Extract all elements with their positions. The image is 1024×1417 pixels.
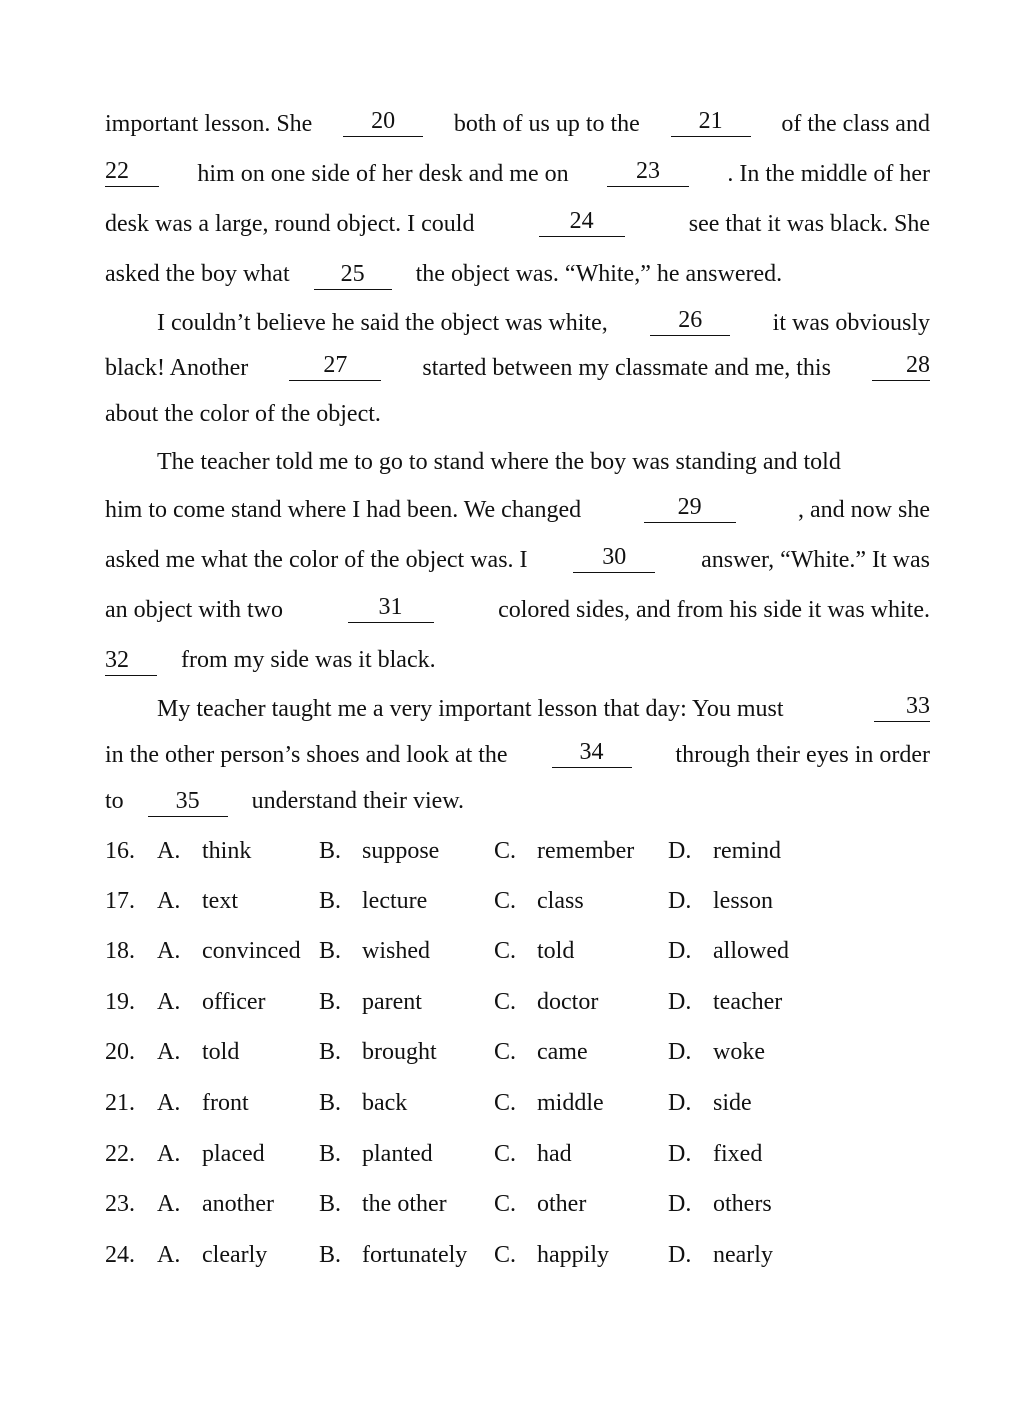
question-item — [105, 883, 930, 919]
passage-line — [105, 542, 930, 578]
option-letter-c: C. — [494, 1242, 517, 1268]
option-b: wished — [362, 938, 430, 964]
passage-text: important lesson. She — [105, 111, 313, 137]
blank-26: 26 — [650, 305, 730, 336]
blank-24: 24 — [539, 206, 625, 237]
passage-text: desk was a large, round object. I could — [105, 211, 475, 237]
passage-text: I couldn’t believe he said the object was white, — [157, 310, 608, 336]
passage-text: an object with two — [105, 597, 283, 623]
option-letter-a: A. — [157, 1090, 181, 1116]
option-letter-c: C. — [494, 888, 517, 914]
blank-34: 34 — [552, 737, 632, 768]
option-letter-b: B. — [319, 1242, 342, 1268]
question-number: 16. — [105, 838, 135, 864]
option-a: another — [202, 1191, 274, 1217]
option-d: lesson — [713, 888, 773, 914]
option-c: told — [537, 938, 575, 964]
option-c: class — [537, 888, 584, 914]
question-item — [105, 1136, 930, 1172]
option-letter-a: A. — [157, 938, 181, 964]
option-letter-c: C. — [494, 1090, 517, 1116]
question-number: 22. — [105, 1141, 135, 1167]
question-item — [105, 1034, 930, 1070]
question-number: 24. — [105, 1242, 135, 1268]
option-c: other — [537, 1191, 587, 1217]
option-letter-b: B. — [319, 1191, 342, 1217]
option-letter-a: A. — [157, 838, 181, 864]
option-letter-c: C. — [494, 1039, 517, 1065]
question-number: 19. — [105, 989, 135, 1015]
passage-text: to — [105, 788, 124, 814]
option-letter-a: A. — [157, 1242, 181, 1268]
option-letter-c: C. — [494, 1141, 517, 1167]
question-item — [105, 984, 930, 1020]
option-d: side — [713, 1090, 752, 1116]
option-letter-d: D. — [668, 1141, 692, 1167]
passage-line — [105, 256, 930, 292]
passage-text: both of us up to the — [453, 111, 640, 137]
option-letter-d: D. — [668, 938, 692, 964]
option-b: planted — [362, 1141, 433, 1167]
option-letter-b: B. — [319, 888, 342, 914]
option-a: told — [202, 1039, 240, 1065]
option-a: placed — [202, 1141, 265, 1167]
option-letter-c: C. — [494, 989, 517, 1015]
passage-text: about the color of the object. — [105, 401, 381, 427]
blank-28: 28 — [872, 350, 930, 381]
question-number: 17. — [105, 888, 135, 914]
option-letter-c: C. — [494, 938, 517, 964]
blank-22: 22 — [105, 156, 159, 187]
question-number: 18. — [105, 938, 135, 964]
option-a: text — [202, 888, 238, 914]
option-d: others — [713, 1191, 772, 1217]
passage-line — [105, 642, 930, 678]
option-a: convinced — [202, 938, 301, 964]
option-d: teacher — [713, 989, 783, 1015]
passage-line — [105, 206, 930, 242]
option-letter-b: B. — [319, 1090, 342, 1116]
blank-20: 20 — [343, 106, 423, 137]
option-letter-c: C. — [494, 838, 517, 864]
passage-text: through their eyes in order — [675, 742, 930, 768]
option-d: nearly — [713, 1242, 773, 1268]
question-item — [105, 1186, 930, 1222]
option-letter-a: A. — [157, 1141, 181, 1167]
option-b: parent — [362, 989, 422, 1015]
blank-29: 29 — [644, 492, 736, 523]
question-number: 20. — [105, 1039, 135, 1065]
option-letter-d: D. — [668, 1242, 692, 1268]
option-a: officer — [202, 989, 266, 1015]
question-item — [105, 1237, 930, 1273]
passage-text: black! Another — [105, 355, 249, 381]
passage-line — [105, 106, 930, 142]
option-letter-b: B. — [319, 1141, 342, 1167]
option-letter-a: A. — [157, 1039, 181, 1065]
option-d: remind — [713, 838, 781, 864]
passage-text: started between my classmate and me, this — [422, 355, 831, 381]
passage-line — [105, 350, 930, 386]
blank-31: 31 — [348, 592, 434, 623]
option-c: happily — [537, 1242, 609, 1268]
passage-text: from my side was it black. — [181, 647, 436, 673]
option-b: fortunately — [362, 1242, 468, 1268]
option-letter-b: B. — [319, 838, 342, 864]
passage-line — [157, 444, 930, 480]
option-letter-a: A. — [157, 888, 181, 914]
passage-text: My teacher taught me a very important lesson that day: You must — [157, 696, 784, 722]
passage-text: The teacher told me to go to stand where the boy was standing and told — [157, 449, 841, 475]
option-b: suppose — [362, 838, 440, 864]
passage-text: of the class and — [781, 111, 930, 137]
option-letter-d: D. — [668, 1090, 692, 1116]
option-b: the other — [362, 1191, 447, 1217]
passage-text: see that it was black. She — [688, 211, 930, 237]
option-b: lecture — [362, 888, 428, 914]
option-c: came — [537, 1039, 588, 1065]
question-number: 21. — [105, 1090, 135, 1116]
option-letter-d: D. — [668, 1039, 692, 1065]
option-letter-a: A. — [157, 989, 181, 1015]
question-number: 23. — [105, 1191, 135, 1217]
option-letter-a: A. — [157, 1191, 181, 1217]
passage-line — [105, 156, 930, 192]
option-b: brought — [362, 1039, 437, 1065]
option-c: remember — [537, 838, 635, 864]
blank-27: 27 — [289, 350, 381, 381]
option-letter-d: D. — [668, 1191, 692, 1217]
option-letter-d: D. — [668, 888, 692, 914]
passage-text: answer, “White.” It was — [701, 547, 930, 573]
option-a: think — [202, 838, 252, 864]
option-letter-c: C. — [494, 1191, 517, 1217]
option-b: back — [362, 1090, 408, 1116]
passage-text: colored sides, and from his side it was white. — [498, 597, 930, 623]
passage-line — [105, 783, 930, 819]
option-d: allowed — [713, 938, 789, 964]
blank-21: 21 — [671, 106, 751, 137]
passage-line — [105, 737, 930, 773]
blank-33: 33 — [874, 691, 930, 722]
question-item — [105, 1085, 930, 1121]
blank-30: 30 — [573, 542, 655, 573]
blank-23: 23 — [607, 156, 689, 187]
passage-text: the object was. “White,” he answered. — [415, 261, 783, 287]
passage-line — [105, 396, 930, 432]
option-letter-d: D. — [668, 989, 692, 1015]
option-letter-b: B. — [319, 1039, 342, 1065]
option-a: clearly — [202, 1242, 268, 1268]
option-c: doctor — [537, 989, 599, 1015]
blank-32: 32 — [105, 645, 157, 676]
passage-text: , and now she — [798, 497, 930, 523]
passage-line — [157, 305, 930, 341]
question-item — [105, 833, 930, 869]
passage-text: him to come stand where I had been. We changed — [105, 497, 582, 523]
passage-text: in the other person’s shoes and look at the — [105, 742, 508, 768]
passage-text: understand their view. — [251, 788, 465, 814]
option-letter-b: B. — [319, 989, 342, 1015]
blank-35: 35 — [148, 786, 228, 817]
option-d: woke — [713, 1039, 765, 1065]
passage-text: asked me what the color of the object was. I — [105, 547, 528, 573]
passage-text: him on one side of her desk and me on — [197, 161, 569, 187]
option-c: had — [537, 1141, 572, 1167]
option-a: front — [202, 1090, 249, 1116]
blank-25: 25 — [314, 259, 392, 290]
passage-line — [105, 492, 930, 528]
option-c: middle — [537, 1090, 604, 1116]
option-letter-d: D. — [668, 838, 692, 864]
option-d: fixed — [713, 1141, 763, 1167]
passage-line — [157, 691, 930, 727]
passage-text: asked the boy what — [105, 261, 290, 287]
passage-text: . In the middle of her — [727, 161, 930, 187]
passage-text: it was obviously — [772, 310, 930, 336]
passage-line — [105, 592, 930, 628]
question-item — [105, 933, 930, 969]
option-letter-b: B. — [319, 938, 342, 964]
